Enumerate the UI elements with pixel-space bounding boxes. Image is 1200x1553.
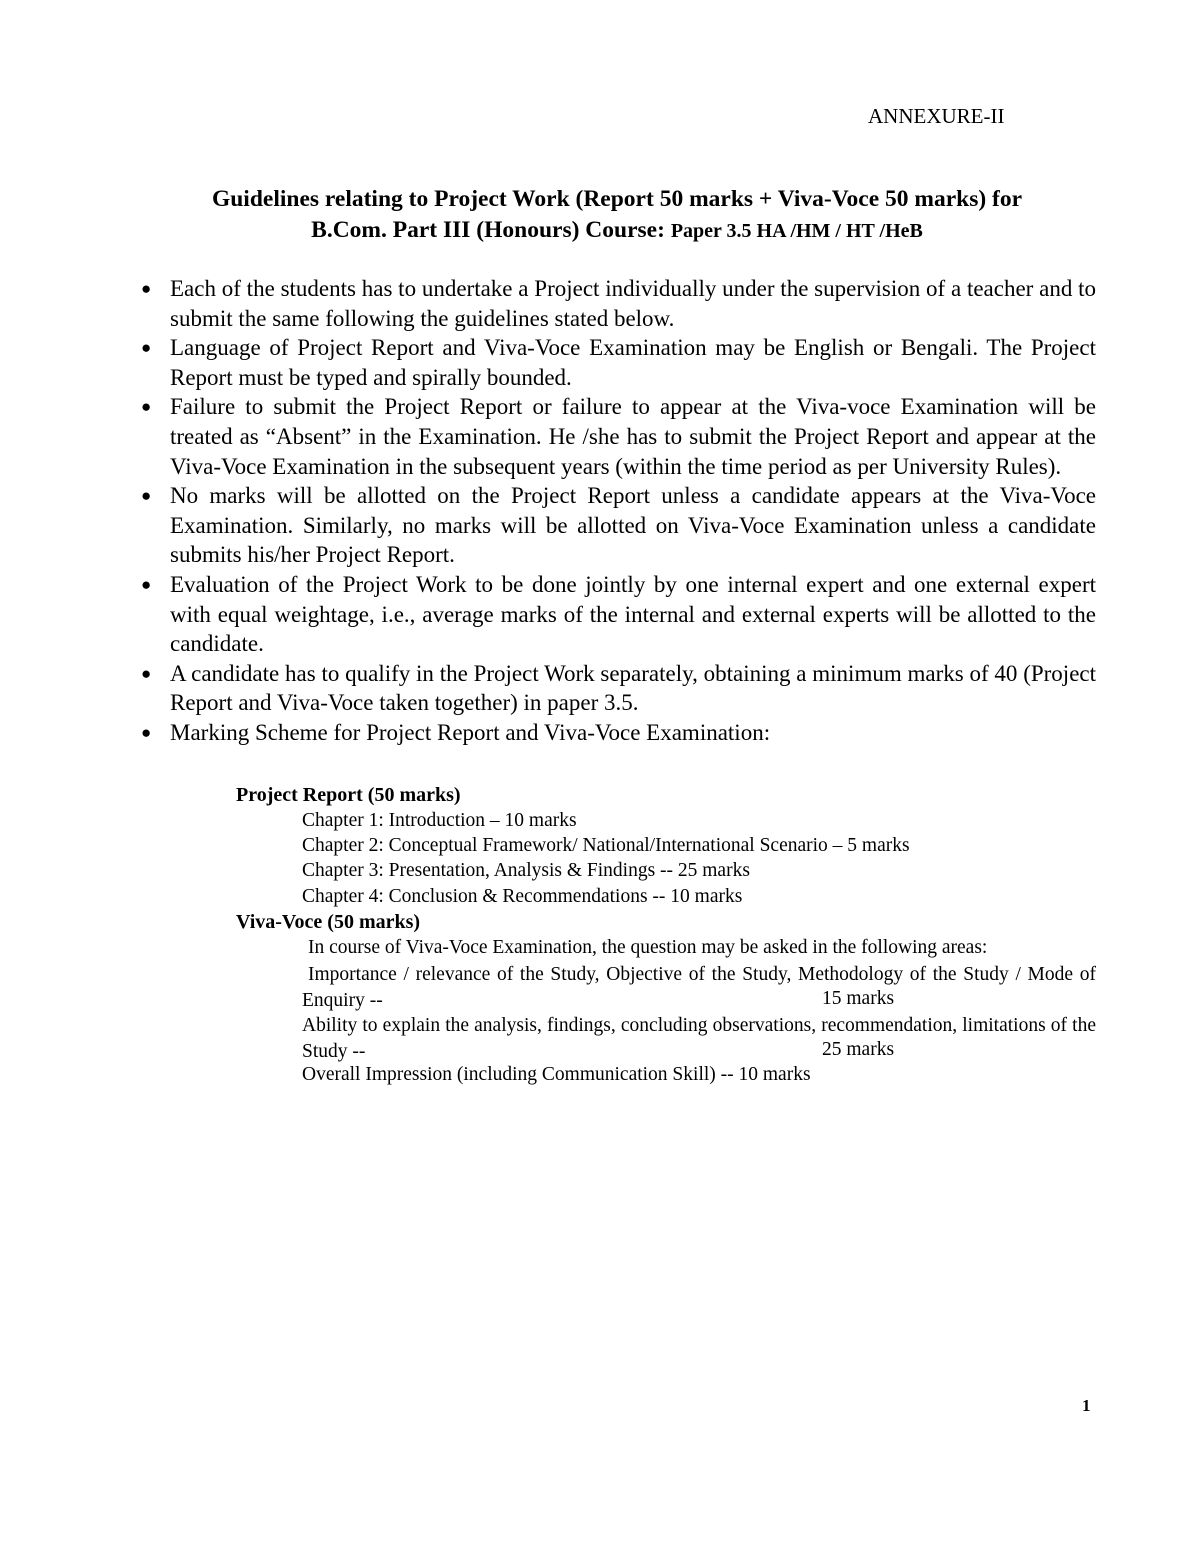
chapter-line: Chapter 4: Conclusion & Recommendations -- 10 marks [302, 886, 743, 907]
title-line-2 [100, 215, 1134, 247]
guideline-item [136, 659, 1096, 718]
guideline-text: Each of the students has to undertake a Project individually under the supervision of a teacher and to submit the same following the guidelines stated below. [170, 276, 1096, 331]
paper-code: Paper 3.5 HA /HM / HT /HeB [670, 220, 923, 242]
guideline-item [136, 570, 1096, 659]
viva-area-ability-marks: 25 marks [822, 1039, 895, 1060]
page-number: 1 [1082, 1396, 1091, 1415]
guideline-item [136, 718, 1096, 748]
bullet-icon: ● [141, 486, 152, 506]
guideline-item [136, 392, 1096, 481]
bullet-icon: ● [141, 663, 152, 683]
title-line-1: Guidelines relating to Project Work (Report 50 marks + Viva-Voce 50 marks) for [211, 186, 1023, 212]
bullet-icon: ● [141, 338, 152, 358]
document-title [100, 184, 1134, 247]
guideline-text: Failure to submit the Project Report or failure to appear at the Viva-voce Examination will be treated as “Absent” in the Examination. He /she has to submit the Project Report and appear at the Viva-Voce Examination in the subsequent years (within the time period as per University Rules). [170, 394, 1096, 479]
chapter-line: Chapter 3: Presentation, Analysis & Findings -- 25 marks [302, 860, 750, 881]
guideline-text: A candidate has to qualify in the Project Work separately, obtaining a minimum marks of 40 (Project Report and Viva-Voce taken together) in paper 3.5. [170, 660, 1096, 716]
bullet-icon: ● [141, 397, 152, 417]
chapter-line: Chapter 1: Introduction – 10 marks [302, 810, 577, 831]
guideline-text: Language of Project Report and Viva-Voce Examination may be English or Bengali. The Project Report must be typed and spirally bounded. [170, 335, 1096, 390]
bullet-icon: ● [141, 279, 152, 298]
guideline-text: Marking Scheme for Project Report and Viva-Voce Examination: [170, 719, 771, 745]
viva-area-importance: Importance / relevance of the Study, Objective of the Study, Methodology of the Study / Mode of Enquiry -- [302, 964, 1096, 1011]
bullet-icon: ● [141, 574, 152, 594]
viva-area-impression: Overall Impression (including Communication Skill) -- 10 marks [302, 1064, 811, 1085]
guideline-item [136, 274, 1096, 333]
chapter-line: Chapter 2: Conceptual Framework/ National/International Scenario – 5 marks [302, 835, 910, 856]
viva-intro: In course of Viva-Voce Examination, the question may be asked in the following areas: [308, 937, 988, 958]
bullet-icon: ● [141, 722, 152, 742]
guideline-text: Evaluation of the Project Work to be done jointly by one internal expert and one external expert with equal weightage, i.e., average marks of the internal and external experts will be allotted to the candidate. [170, 571, 1096, 657]
guideline-item [136, 333, 1096, 392]
course-name: B.Com. Part III (Honours) Course: [311, 217, 665, 243]
viva-area-importance-marks: 15 marks [822, 988, 895, 1009]
viva-area-ability: Ability to explain the analysis, findings, concluding observations, recommendation, limitations of the Study -- [302, 1015, 1096, 1062]
guideline-text: No marks will be allotted on the Project Report unless a candidate appears at the Viva-Voce Examination. Similarly, no marks will be allotted on Viva-Voce Examination unless a candidate submits his/her Project Report. [170, 483, 1096, 568]
guideline-item [136, 481, 1096, 570]
guidelines-list [136, 274, 1096, 748]
annexure-label: ANNEXURE-II [868, 104, 1005, 128]
project-report-heading: Project Report (50 marks) [236, 784, 461, 806]
viva-voce-heading: Viva-Voce (50 marks) [236, 911, 421, 933]
